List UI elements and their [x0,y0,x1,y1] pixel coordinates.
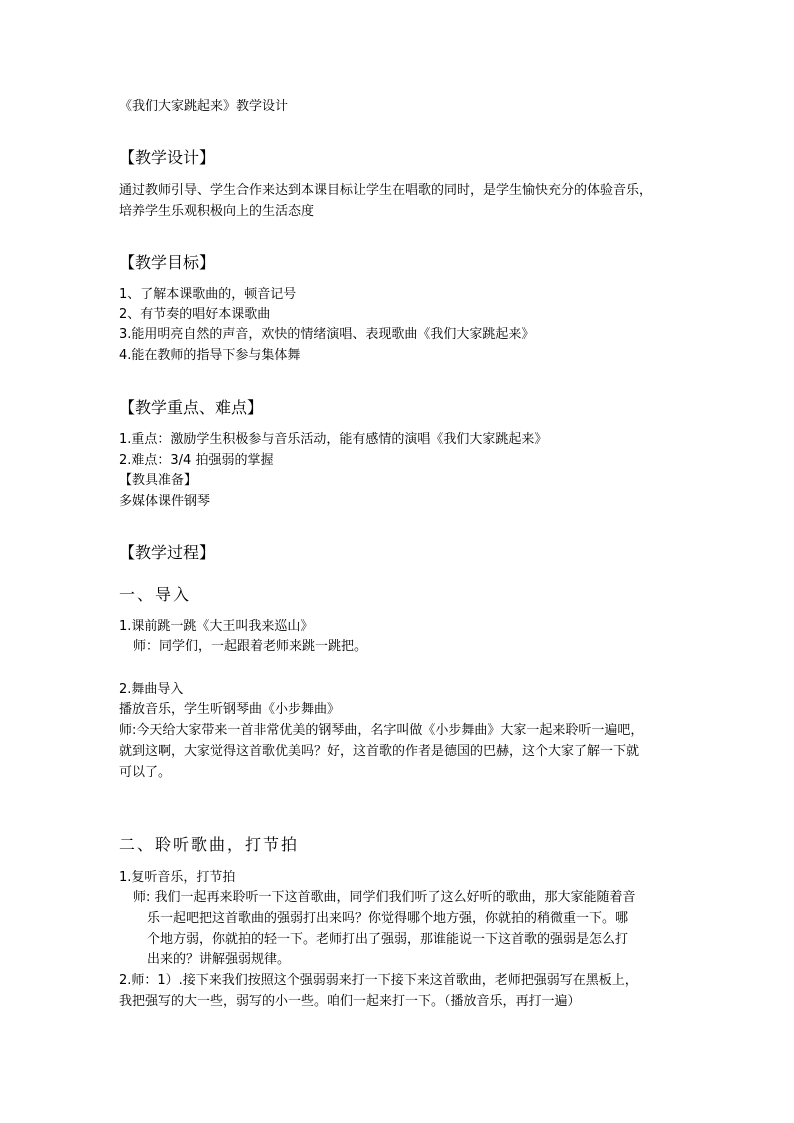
paragraph-line: 就到这啊，大家觉得这首歌优美吗？好，这首歌的作者是德国的巴赫，这个大家了解一下就 [119,744,640,759]
paragraph-line: 2.师：1）.接下来我们按照这个强弱弱来打一下接下来这首歌曲，老师把强弱写在黑板上， [119,973,638,988]
section-heading-design: 【教学设计】 [119,148,216,167]
goal-item: 2、有节奏的唱好本课歌曲 [119,307,271,322]
part-heading-listen: 二、聆听歌曲，打节拍 [119,835,300,854]
paragraph-line: 2.舞曲导入 [119,682,184,697]
paragraph-line: 乐一起吧把这首歌曲的强弱打出来吗？你觉得哪个地方强，你就拍的稍微重一下。哪 [147,911,629,926]
goal-item: 4.能在教师的指导下参与集体舞 [119,348,301,363]
doc-title: 《我们大家跳起来》教学设计 [119,99,289,114]
paragraph-line: 培养学生乐观积极向上的生活态度 [119,204,315,219]
paragraph-line: 1.复听音乐，打节拍 [119,870,236,885]
section-heading-tools: 【教具准备】 [119,473,198,488]
paragraph-line: 播放音乐，学生听钢琴曲《小步舞曲》 [119,702,341,717]
goal-item: 3.能用明亮自然的声音，欢快的情绪演唱、表现歌曲《我们大家跳起来》 [119,327,535,342]
paragraph-line: 个地方弱，你就拍的轻一下。老师打出了强弱，那谁能说一下这首歌的强弱是怎么打 [147,932,629,947]
paragraph-line: 师：同学们，一起跟着老师来跳一跳把。 [133,639,368,654]
key-point-item: 2.难点：3/4 拍强弱的掌握 [119,453,274,468]
goal-item: 1、了解本课歌曲的，顿音记号 [119,287,297,302]
paragraph-line: 出来的？讲解强弱规律。 [147,952,291,967]
paragraph-line: 师:今天给大家带来一首非常优美的钢琴曲，名字叫做《小步舞曲》大家一起来聆听一遍吧， [119,723,644,738]
tools-text: 多媒体课件钢琴 [119,494,211,509]
paragraph-line: 可以了。 [119,765,172,780]
section-heading-key-points: 【教学重点、难点】 [119,398,264,417]
paragraph-line: 师: 我们一起再来聆听一下这首歌曲，同学们我们听了这么好听的歌曲，那大家能随着音 [133,890,636,905]
paragraph-line: 我把强写的大一些，弱写的小一些。咱们一起来打一下。（播放音乐，再打一遍） [119,994,581,1009]
key-point-item: 1.重点：激励学生积极参与音乐活动，能有感情的演唱《我们大家跳起来》 [119,432,548,447]
section-heading-process: 【教学过程】 [119,543,216,562]
paragraph-line: 1.课前跳一跳《大王叫我来巡山》 [119,619,314,634]
paragraph-line: 通过教师引导、学生合作来达到本课目标让学生在唱歌的同时，是学生愉快充分的体验音乐， [119,183,653,198]
part-heading-intro: 一、导入 [119,585,192,604]
section-heading-goals: 【教学目标】 [119,253,216,272]
